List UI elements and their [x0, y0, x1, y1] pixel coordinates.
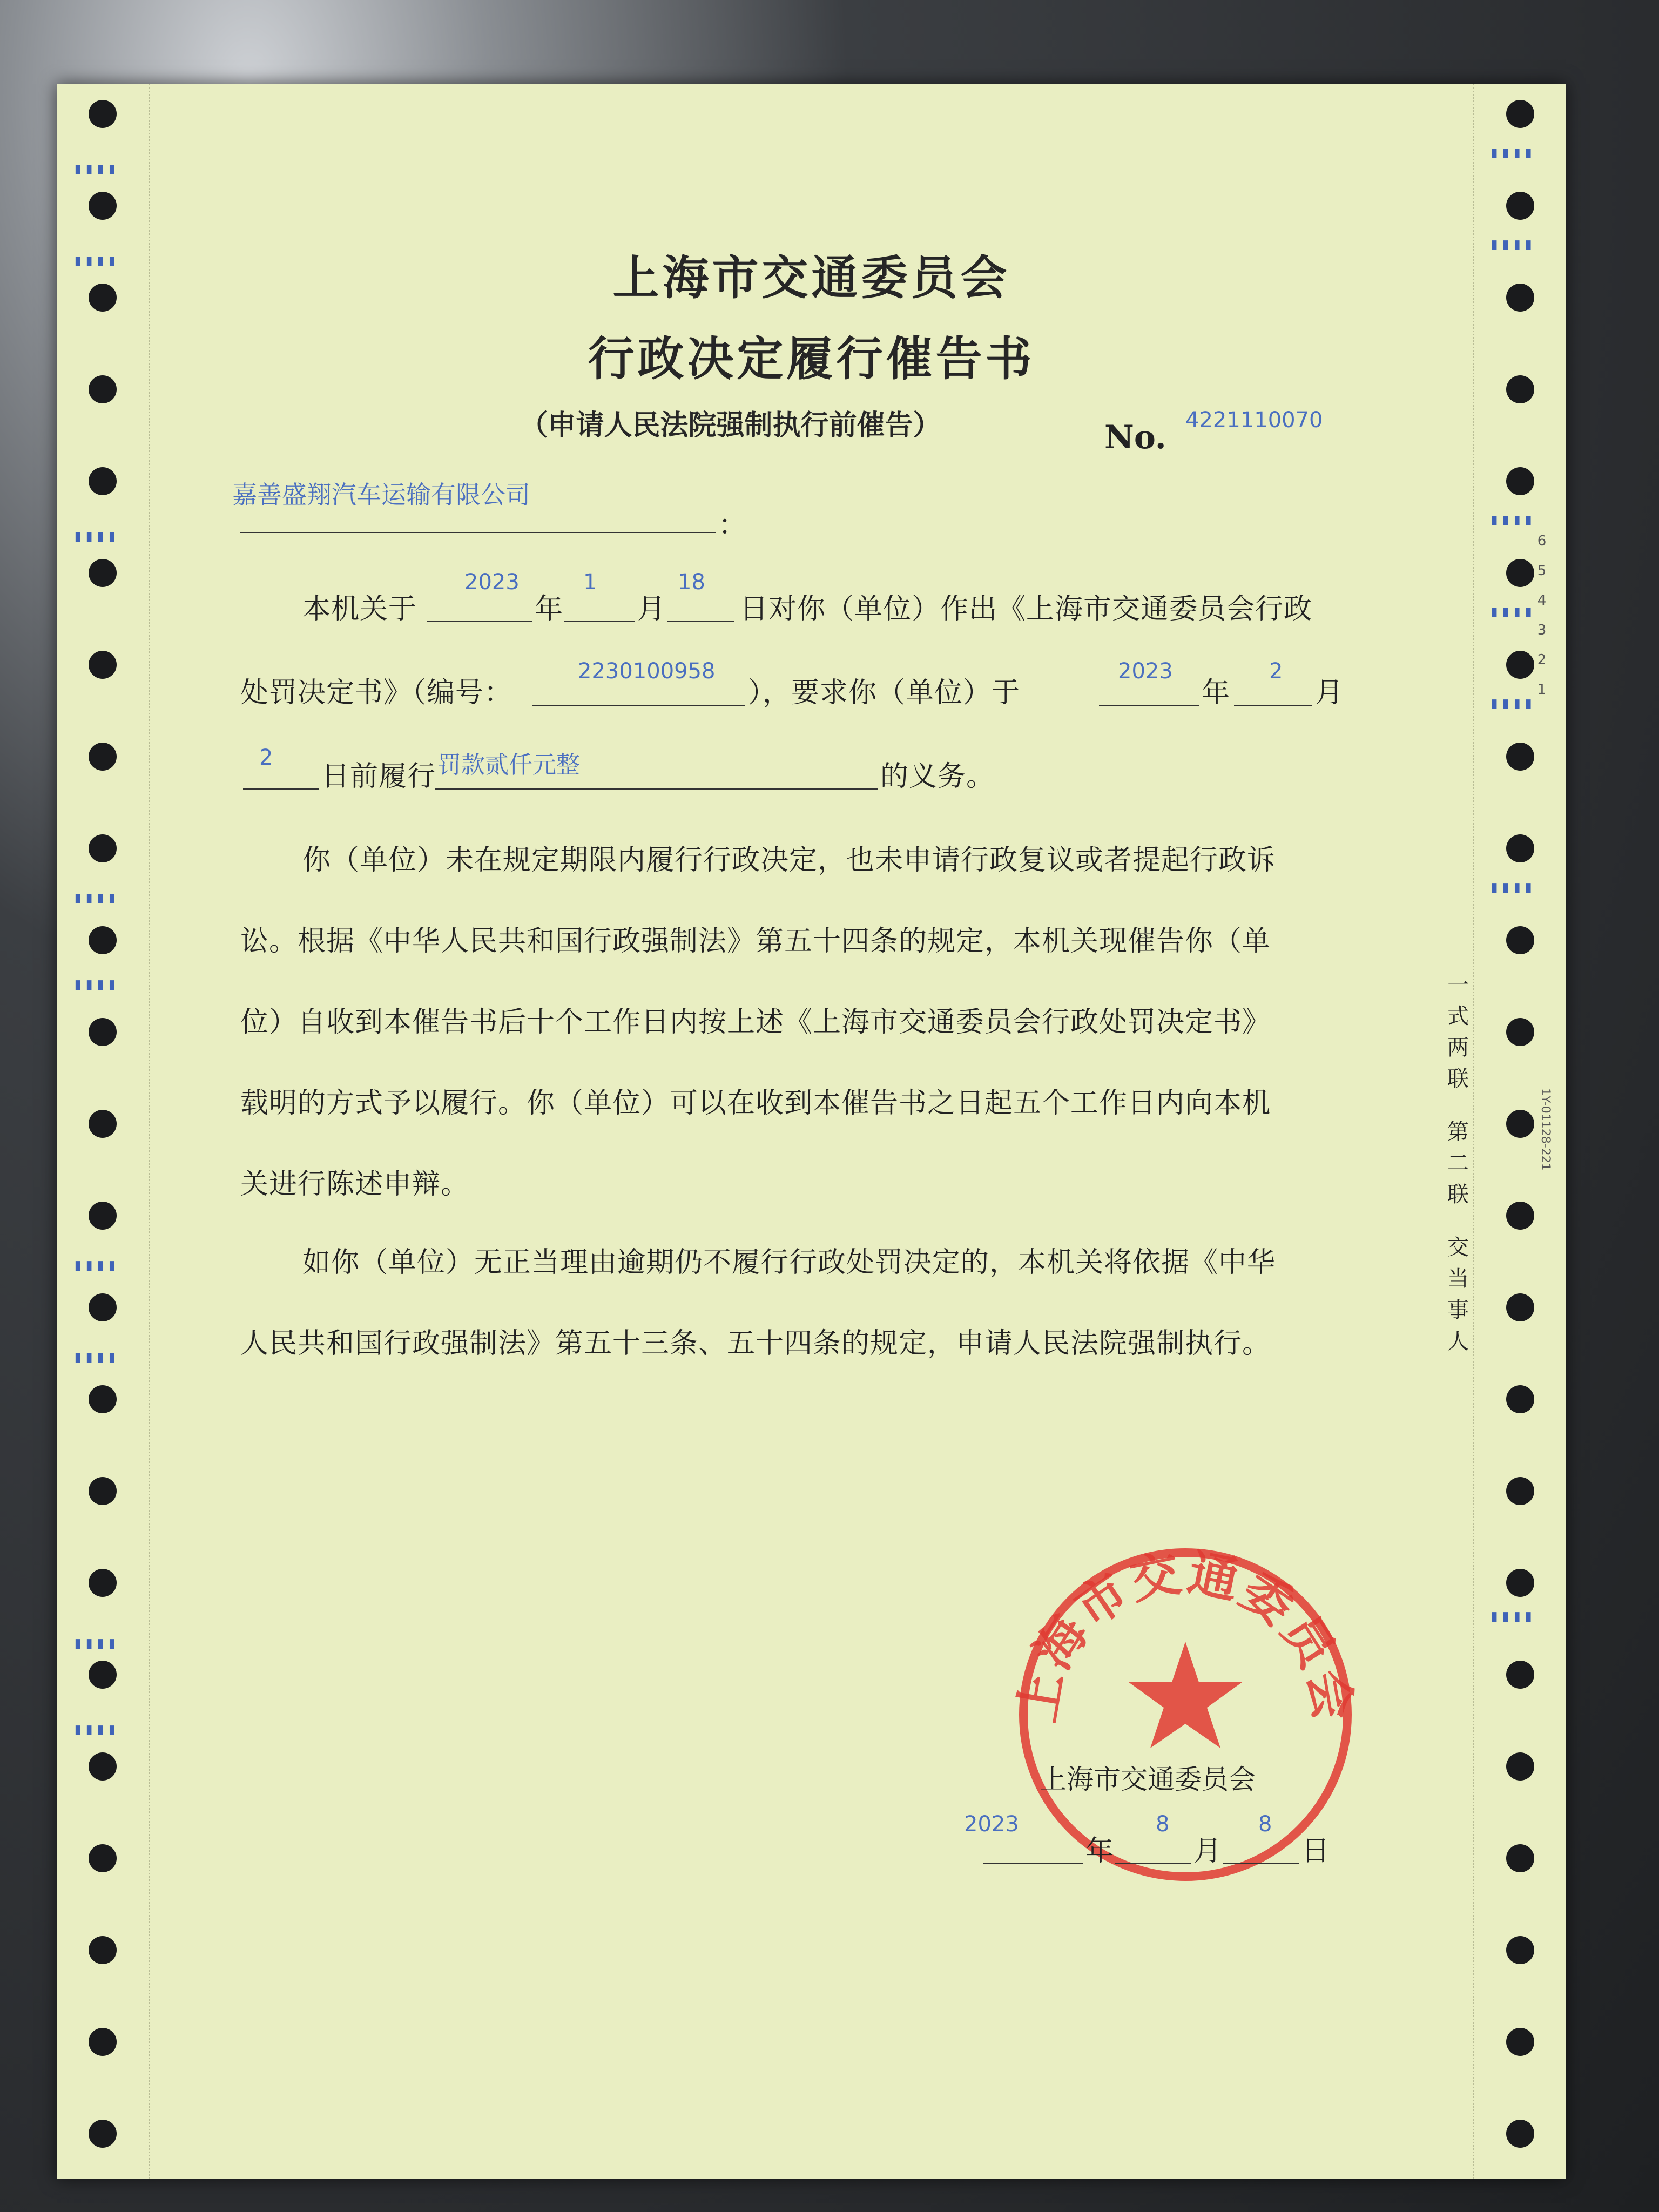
- blank-line: [1234, 705, 1312, 706]
- sprocket-hole: [1506, 1844, 1534, 1872]
- star-icon: [1129, 1642, 1242, 1748]
- recipient-name: 嘉善盛翔汽车运输有限公司: [232, 480, 530, 509]
- margin-number: 4: [1537, 592, 1547, 609]
- blank-line: [532, 705, 745, 706]
- document-subtitle: （申请人民法院强制执行前催告）: [520, 409, 941, 442]
- margin-numbers: [1533, 527, 1551, 705]
- sprocket-hole: [1506, 467, 1534, 495]
- print-marks: ▮▮▮▮: [1489, 1607, 1535, 1626]
- margin-number: 3: [1537, 622, 1547, 638]
- print-marks: ▮▮▮▮: [1489, 143, 1535, 162]
- sprocket-hole: [89, 467, 117, 495]
- para1-text-h: 的义务。: [880, 760, 995, 793]
- blank-line: [1115, 1863, 1191, 1864]
- sprocket-hole: [1506, 2120, 1534, 2148]
- number-label: No.: [1104, 419, 1166, 456]
- sprocket-hole: [1506, 1110, 1534, 1138]
- due-day-value: 2: [259, 745, 273, 770]
- sprocket-hole: [1506, 743, 1534, 771]
- page-title: 上海市交通委员会: [612, 251, 1010, 305]
- sign-day-value: 8: [1258, 1812, 1272, 1837]
- sprocket-hole: [1506, 1202, 1534, 1230]
- margin-number: 2: [1537, 652, 1547, 668]
- sprocket-hole: [1506, 100, 1534, 128]
- sprocket-hole: [1506, 926, 1534, 954]
- sign-month-value: 8: [1156, 1812, 1170, 1837]
- sprocket-hole: [89, 743, 117, 771]
- sprocket-hole: [89, 926, 117, 954]
- due-month-label: 月: [1315, 677, 1344, 709]
- seal-text: 上海市交通委员会: [1007, 1543, 1364, 1727]
- sprocket-hole: [89, 192, 117, 220]
- sprocket-hole: [89, 559, 117, 587]
- sprocket-hole: [89, 1385, 117, 1413]
- sign-year-label: 年: [1085, 1835, 1115, 1867]
- sprocket-hole: [1506, 559, 1534, 587]
- print-marks: ▮▮▮▮: [1489, 694, 1535, 713]
- document-title: 行政决定履行催告书: [588, 332, 1035, 386]
- sprocket-hole: [1506, 1018, 1534, 1046]
- print-marks: ▮▮▮▮: [1489, 510, 1535, 529]
- para2-line1: 你（单位）未在规定期限内履行行政决定，也未申请行政复议或者提起行政诉: [302, 844, 1276, 876]
- right-tractor-strip: [1473, 84, 1566, 2179]
- blank-line: [1099, 705, 1199, 706]
- blank-line: [243, 788, 319, 790]
- form-code: 1Y-01128-221: [1539, 1088, 1552, 1171]
- month-label: 月: [637, 593, 666, 625]
- recipient-colon: ：: [718, 509, 747, 542]
- para1-text-g: 日前履行: [321, 760, 436, 793]
- sprocket-hole: [89, 1293, 117, 1321]
- sprocket-hole: [89, 1844, 117, 1872]
- para2-line3: 位）自收到本催告书后十个工作日内按上述《上海市交通委员会行政处罚决定书》: [240, 1006, 1271, 1038]
- due-month-value: 2: [1269, 659, 1283, 684]
- blank-line: [983, 1863, 1083, 1864]
- copy-number: 第二联: [1447, 1120, 1469, 1207]
- sprocket-hole: [89, 100, 117, 128]
- blank-line: [667, 621, 734, 622]
- sign-day-label: 日: [1301, 1835, 1331, 1867]
- para1-text-c: 处罚决定书》（编号：: [240, 677, 513, 709]
- sprocket-hole: [1506, 834, 1534, 862]
- day-value: 18: [678, 570, 705, 595]
- print-marks: ▮▮▮▮: [1489, 878, 1535, 896]
- para3-line2: 人民共和国行政强制法》第五十三条、五十四条的规定，申请人民法院强制执行。: [240, 1327, 1271, 1360]
- blank-line: [427, 621, 532, 622]
- print-marks: ▮▮▮▮: [73, 1256, 119, 1274]
- sign-year-value: 2023: [964, 1812, 1019, 1837]
- sprocket-hole: [89, 834, 117, 862]
- sprocket-hole: [89, 2028, 117, 2056]
- copy-recipient: 交当事人: [1447, 1235, 1469, 1354]
- sprocket-hole: [1506, 1569, 1534, 1597]
- para1-text-d: ），要求你（单位）于: [748, 677, 1021, 709]
- sprocket-hole: [1506, 1385, 1534, 1413]
- due-year-label: 年: [1202, 677, 1231, 709]
- due-year-value: 2023: [1118, 659, 1173, 684]
- para1-text-b: 日对你（单位）作出《上海市交通委员会行政: [740, 593, 1313, 625]
- margin-number: 6: [1537, 533, 1547, 549]
- sprocket-hole: [89, 1202, 117, 1230]
- year-label: 年: [535, 593, 564, 625]
- para3-line1: 如你（单位）无正当理由逾期仍不履行行政处罚决定的，本机关将依据《中华: [302, 1246, 1276, 1279]
- decision-number: 2230100958: [578, 659, 716, 684]
- sprocket-hole: [89, 1477, 117, 1505]
- blank-line: [564, 621, 635, 622]
- sprocket-hole: [89, 651, 117, 679]
- year-value: 2023: [464, 570, 520, 595]
- sprocket-hole: [89, 2120, 117, 2148]
- print-marks: ▮▮▮▮: [73, 888, 119, 907]
- sign-month-label: 月: [1193, 1835, 1223, 1867]
- left-tractor-strip: [57, 84, 150, 2179]
- print-marks: ▮▮▮▮: [73, 1634, 119, 1653]
- sprocket-hole: [1506, 1477, 1534, 1505]
- print-marks: ▮▮▮▮: [73, 1347, 119, 1366]
- sprocket-hole: [1506, 1752, 1534, 1781]
- print-marks: ▮▮▮▮: [1489, 602, 1535, 621]
- print-marks: ▮▮▮▮: [73, 1720, 119, 1739]
- margin-number: 1: [1537, 682, 1547, 698]
- month-value: 1: [583, 570, 597, 595]
- print-marks: ▮▮▮▮: [1489, 235, 1535, 254]
- sprocket-hole: [89, 1661, 117, 1689]
- sprocket-hole: [1506, 1293, 1534, 1321]
- sprocket-hole: [89, 1569, 117, 1597]
- sprocket-hole: [1506, 2028, 1534, 2056]
- print-marks: ▮▮▮▮: [73, 975, 119, 994]
- print-marks: ▮▮▮▮: [73, 251, 119, 270]
- print-marks: ▮▮▮▮: [73, 527, 119, 545]
- para2-line2: 讼。根据《中华人民共和国行政强制法》第五十四条的规定，本机关现催告你（单: [240, 925, 1271, 957]
- sprocket-hole: [1506, 192, 1534, 220]
- margin-number: 5: [1537, 563, 1547, 579]
- sprocket-hole: [1506, 651, 1534, 679]
- signature-org: 上海市交通委员会: [1040, 1764, 1256, 1795]
- copy-info: [1439, 969, 1477, 1379]
- sprocket-hole: [89, 1936, 117, 1964]
- obligation-value: 罚款贰仟元整: [437, 751, 580, 779]
- blank-line: [435, 788, 878, 790]
- sprocket-hole: [1506, 1661, 1534, 1689]
- recipient-line: [240, 532, 716, 533]
- para2-line4: 载明的方式予以履行。你（单位）可以在收到本催告书之日起五个工作日内向本机: [240, 1087, 1271, 1120]
- print-marks: ▮▮▮▮: [73, 159, 119, 178]
- para1-text-a: 本机关于: [302, 593, 417, 625]
- sprocket-hole: [89, 1110, 117, 1138]
- document-number: 4221110070: [1185, 408, 1323, 433]
- copy-count: 一式两联: [1447, 973, 1469, 1091]
- blank-line: [1223, 1863, 1299, 1864]
- sprocket-hole: [1506, 1936, 1534, 1964]
- sprocket-hole: [89, 1752, 117, 1781]
- sprocket-hole: [89, 1018, 117, 1046]
- para2-line5: 关进行陈述申辩。: [240, 1168, 470, 1201]
- document-page: [57, 84, 1566, 2179]
